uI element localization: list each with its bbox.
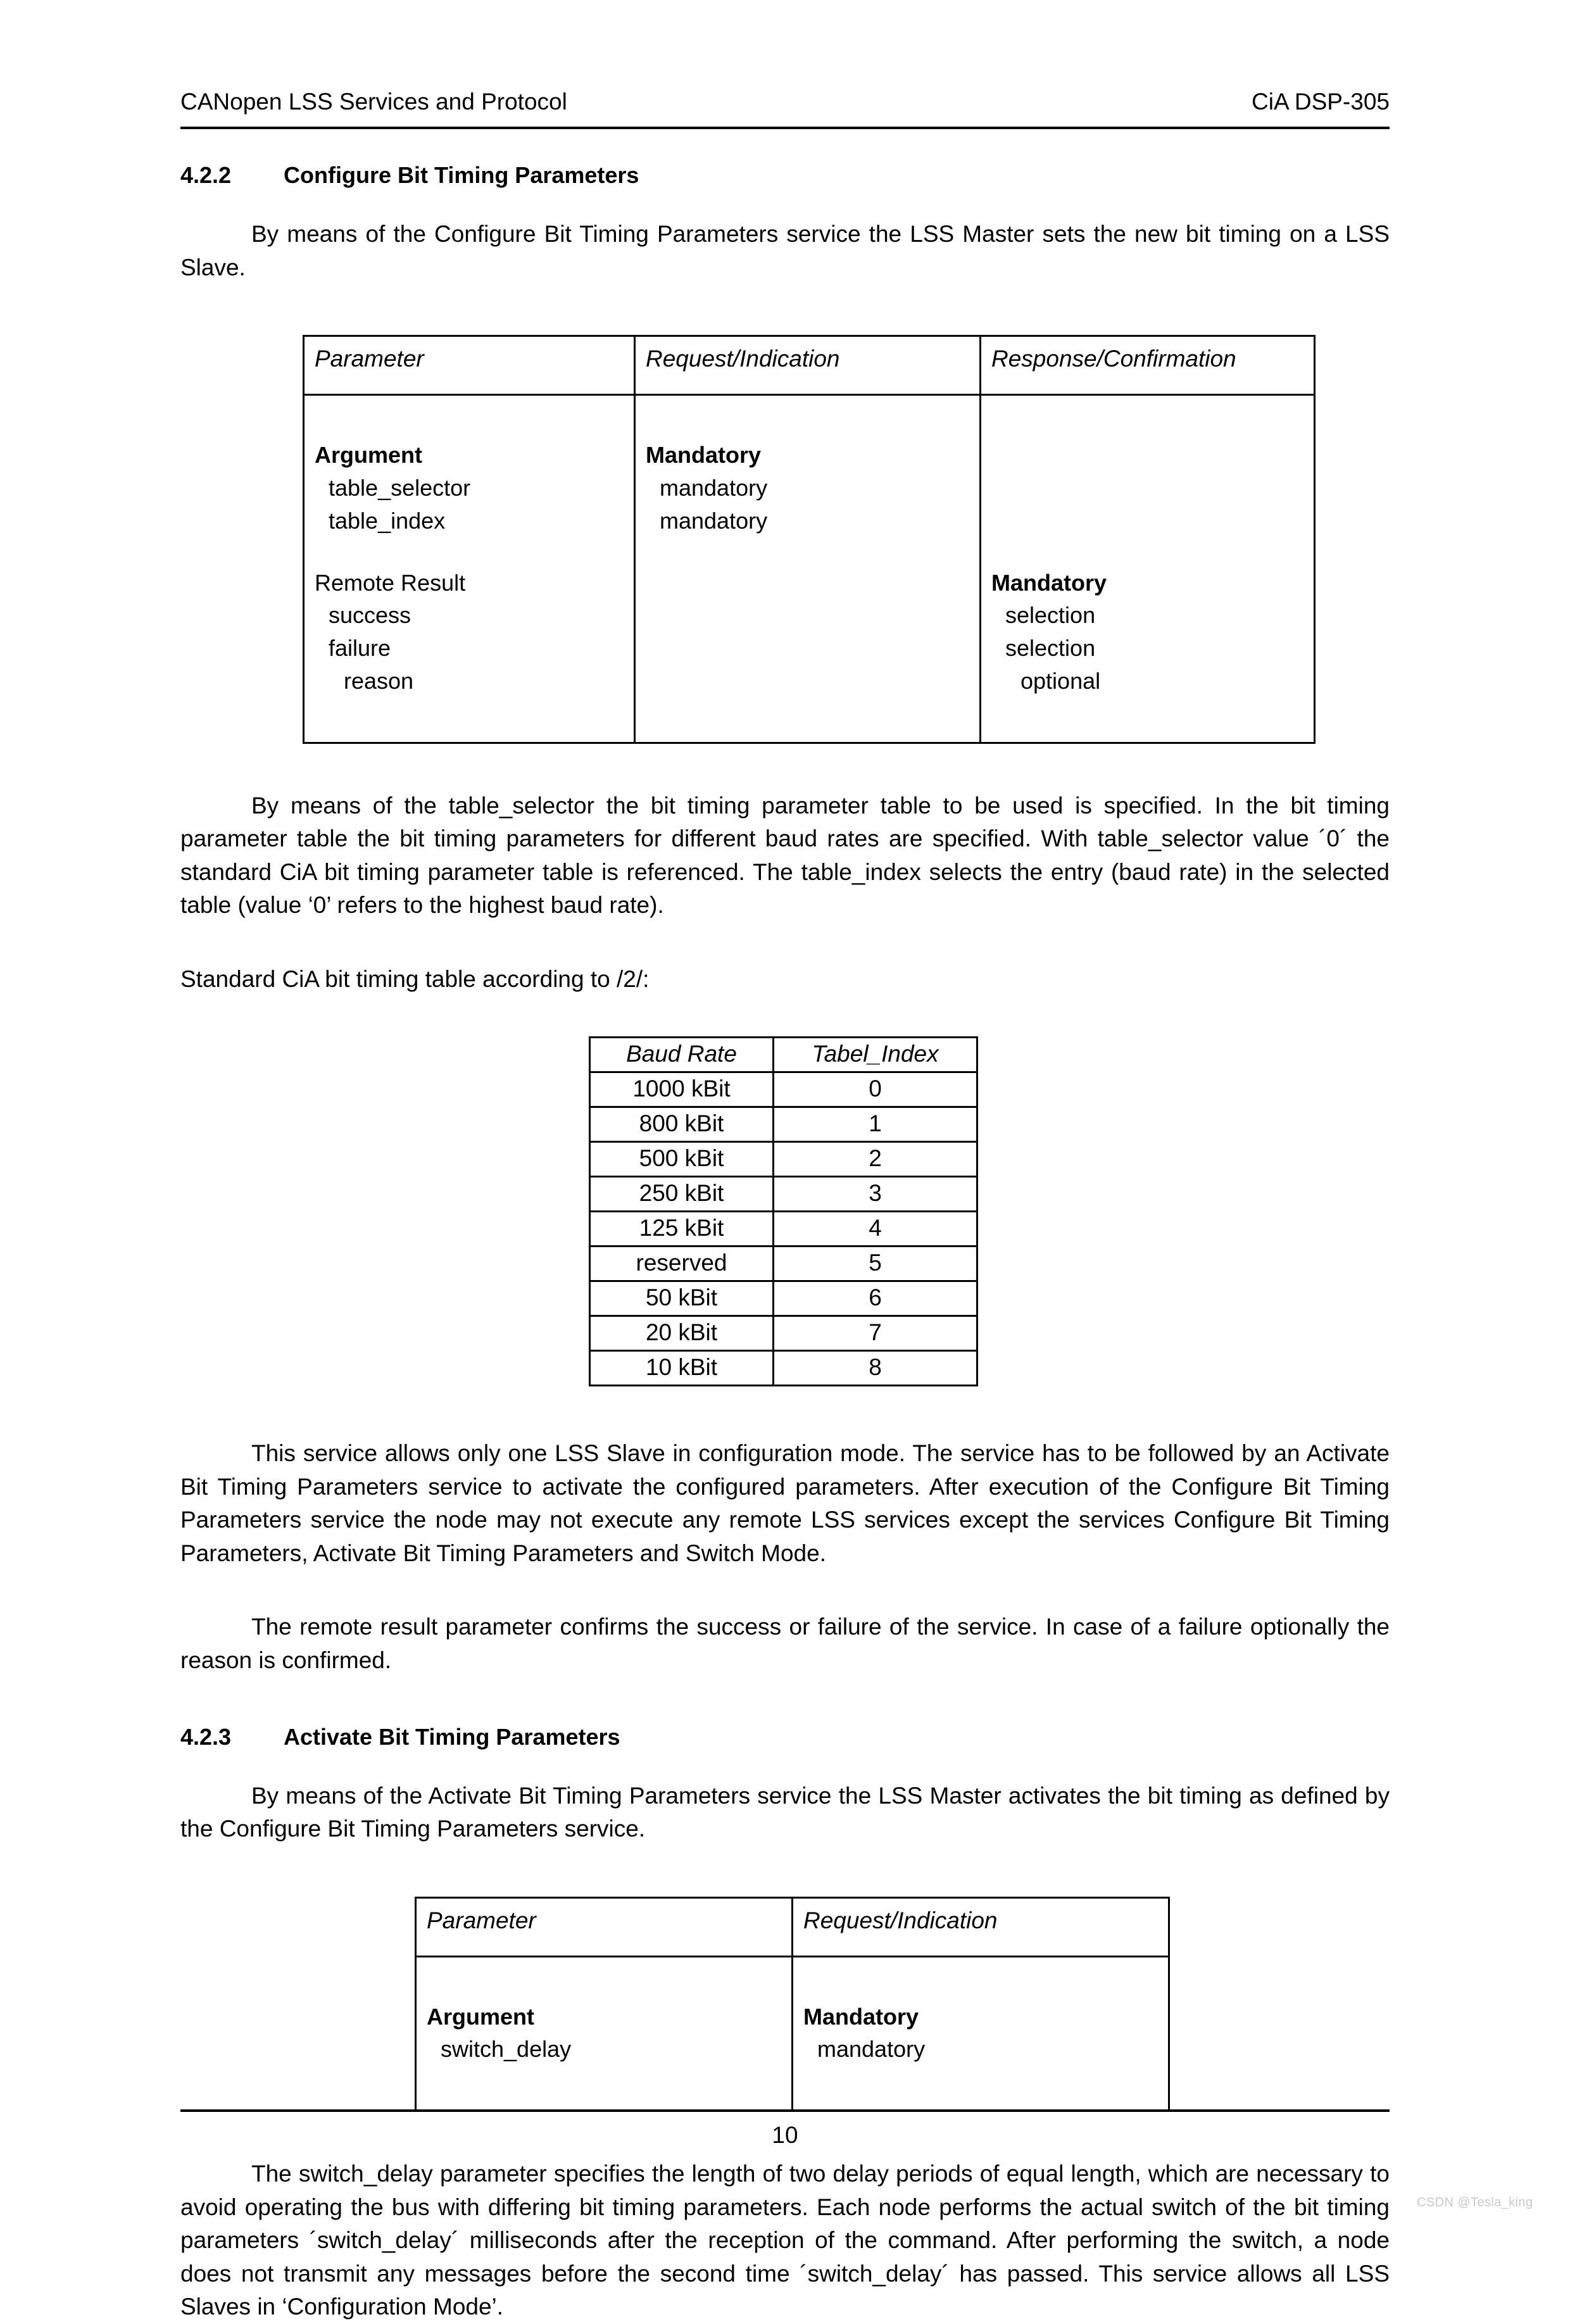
cell-baud-rate: reserved [590, 1247, 774, 1281]
request-switch-delay-value: mandatory [817, 2036, 926, 2063]
column-header-baud-rate: Baud Rate [590, 1038, 774, 1072]
spacer [180, 284, 1390, 335]
table-row [590, 1072, 977, 1107]
section-number-423: 4.2.3 [180, 1723, 232, 1750]
table-row [590, 1212, 977, 1247]
cell-tabel-index: 3 [774, 1177, 977, 1212]
cell-parameter-list [416, 1956, 793, 2111]
spacer [180, 922, 1390, 963]
column-header-response-confirmation: Response/Confirmation [981, 336, 1315, 395]
header-standard-number: CiA DSP-305 [1252, 89, 1390, 115]
watermark-label: CSDN @Tesla_king [1417, 2195, 1533, 2209]
table-row [590, 1247, 977, 1281]
cell-response-confirmation [981, 395, 1315, 743]
spacer [180, 1570, 1390, 1611]
spacer [180, 996, 1390, 1036]
paragraph-remote-result: The remote result parameter confirms the success or failure of the service. In case of a failure optionally the reason is confirmed. [180, 1614, 1390, 1674]
paragraph-422-intro: By means of the Configure Bit Timing Parameters service the LSS Master sets the new bit timing on a LSS Slave. [180, 221, 1390, 280]
request-mandatory-label: Mandatory [646, 442, 762, 468]
cell-request-indication [793, 1956, 1169, 2111]
cell-tabel-index: 1 [774, 1107, 977, 1142]
spacer [180, 189, 1390, 218]
page-number: 10 [772, 2122, 798, 2148]
spacer [180, 1678, 1390, 1723]
spacer [180, 1846, 1390, 1897]
cell-tabel-index: 7 [774, 1316, 977, 1351]
section-heading-422 [180, 161, 1390, 189]
response-success-value: selection [1005, 602, 1096, 629]
response-mandatory-label: Mandatory [991, 569, 1107, 596]
spacer [180, 1386, 1390, 1437]
table-header-row [304, 336, 1315, 395]
paragraph-switch-delay: The switch_delay parameter specifies the length of two delay periods of equal length, which are necessary to avoid operating the bus with differing bit timing parameters. Each node performs the actual switch of the bit timing parameters ´switch_delay´ milliseconds after the reception of the command. After performing the switch, a node does not transmit any messages before the second time ´switch_delay´ has passed. This service allows all LSS Slaves in ‘Configuration Mode’. [180, 2161, 1390, 2320]
parameter-reason: reason [344, 668, 414, 694]
request-table-selector-value: mandatory [660, 474, 768, 501]
spacer [180, 744, 1390, 789]
cell-tabel-index: 4 [774, 1212, 977, 1247]
request-mandatory-label: Mandatory [803, 2003, 919, 2030]
header-document-title: CANopen LSS Services and Protocol [180, 89, 567, 115]
footer-divider-rule [180, 2109, 1390, 2112]
table-row [590, 1107, 977, 1142]
cell-baud-rate: 125 kBit [590, 1212, 774, 1247]
page-content [180, 161, 1390, 2324]
table-row [416, 1956, 1169, 2111]
section-title-422: Configure Bit Timing Parameters [284, 162, 639, 188]
standard-cia-bit-timing-table [589, 1036, 978, 1386]
parameter-failure: failure [329, 635, 391, 662]
response-failure-value: selection [1005, 635, 1096, 662]
cell-baud-rate: 10 kBit [590, 1351, 774, 1386]
cell-tabel-index: 2 [774, 1142, 977, 1177]
paragraph-one-slave-config-mode: This service allows only one LSS Slave in configuration mode. The service has to be followed by an Activate Bit Timing Parameters service to activate the configured parameters. After execution of the Configure Bit Timing Parameters service the node may not execute any remote LSS services except the services Configure Bit Timing Parameters, Activate Bit Timing Parameters and Switch Mode. [180, 1440, 1390, 1566]
cell-parameter-list [304, 395, 635, 743]
cell-baud-rate: 800 kBit [590, 1107, 774, 1142]
request-table-index-value: mandatory [660, 507, 768, 534]
parameter-remote-result-label: Remote Result [315, 569, 466, 596]
table-row [590, 1351, 977, 1386]
parameter-success: success [329, 602, 411, 629]
column-header-request-indication: Request/Indication [635, 336, 981, 395]
column-header-parameter: Parameter [304, 336, 635, 395]
cell-baud-rate: 50 kBit [590, 1281, 774, 1316]
parameter-switch-delay: switch_delay [441, 2036, 572, 2063]
running-header [180, 89, 1390, 116]
table-row [590, 1177, 977, 1212]
table-header-row [416, 1897, 1169, 1956]
cell-tabel-index: 5 [774, 1247, 977, 1281]
cell-baud-rate: 20 kBit [590, 1316, 774, 1351]
table-row [304, 395, 1315, 743]
section-title-423: Activate Bit Timing Parameters [284, 1723, 620, 1750]
configure-bit-timing-parameter-table [303, 335, 1316, 743]
section-number-422: 4.2.2 [180, 162, 232, 188]
paragraph-table-selector: By means of the table_selector the bit timing parameter table to be used is specified. In the bit timing parameter table the bit timing parameters for different baud rates are specified. With table_selector value ´0´ the standard CiA bit timing parameter table is referenced. The table_index selects the entry (baud rate) in the selected table (value ‘0’ refers to the highest baud rate). [180, 792, 1390, 919]
parameter-table-index: table_index [329, 507, 446, 534]
column-header-request-indication: Request/Indication [793, 1897, 1169, 1956]
cell-tabel-index: 6 [774, 1281, 977, 1316]
table-header-row [590, 1038, 977, 1072]
cell-baud-rate: 250 kBit [590, 1177, 774, 1212]
column-header-tabel-index: Tabel_Index [774, 1038, 977, 1072]
cell-request-indication [635, 395, 981, 743]
parameter-argument-label: Argument [315, 442, 422, 468]
cell-tabel-index: 8 [774, 1351, 977, 1386]
response-reason-value: optional [1020, 668, 1101, 694]
column-header-parameter: Parameter [416, 1897, 793, 1956]
cell-tabel-index: 0 [774, 1072, 977, 1107]
table-row [590, 1316, 977, 1351]
table-row [590, 1142, 977, 1177]
header-divider-rule [180, 127, 1390, 129]
cell-baud-rate: 1000 kBit [590, 1072, 774, 1107]
paragraph-423-intro: By means of the Activate Bit Timing Parameters service the LSS Master activates the bit timing as defined by the Configure Bit Timing Parameters service. [180, 1782, 1390, 1842]
activate-bit-timing-parameter-table [415, 1897, 1170, 2112]
paragraph-standard-cia: Standard CiA bit timing table according to /2/: [180, 965, 650, 992]
table-row [590, 1281, 977, 1316]
spacer [180, 1750, 1390, 1780]
section-heading-423 [180, 1723, 1390, 1750]
parameter-argument-label: Argument [427, 2003, 534, 2030]
cell-baud-rate: 500 kBit [590, 1142, 774, 1177]
parameter-table-selector: table_selector [329, 474, 471, 501]
